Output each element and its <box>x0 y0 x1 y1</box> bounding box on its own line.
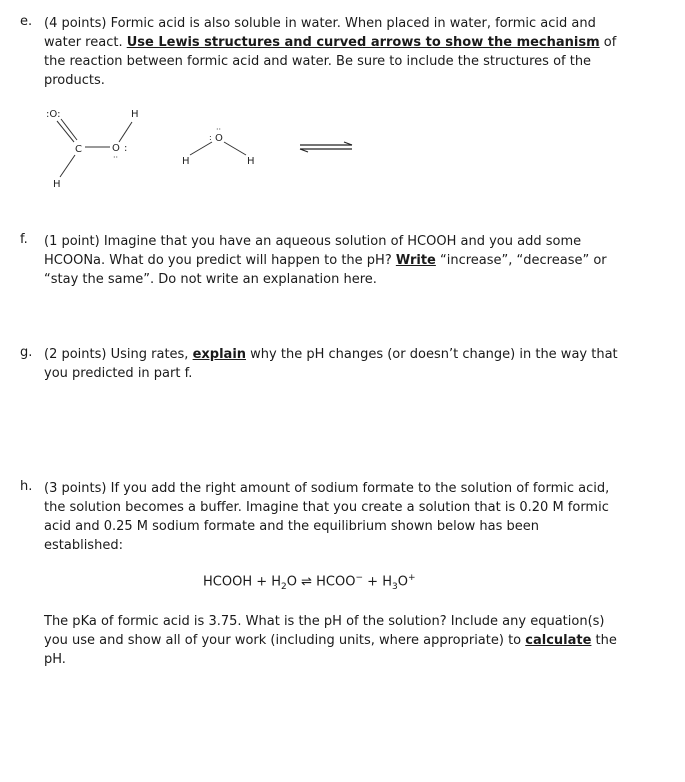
eq-sup-plus: + <box>407 573 416 583</box>
eq-part-c: + H <box>363 574 392 590</box>
water-hydrogen-right-label: H <box>247 156 255 167</box>
question-h-text: (3 points) If you add the right amount of sodium formate to the solution of formic acid, the solution becomes a buffer. Imagine that you create a solution that is 0.20 M formic acid and 0.25 M sodium formate and the equilibrium shown below has been established: <box>44 481 610 553</box>
question-e-text <box>44 14 620 90</box>
question-g <box>20 345 620 383</box>
eq-sub-2: 2 <box>281 581 287 592</box>
c-h-bond <box>60 155 75 177</box>
question-e-post: of the reaction between formic acid and water. Be sure to include the structures of the products. <box>44 35 617 88</box>
hydroxyl-oxygen-label: O <box>112 143 120 154</box>
question-f-text <box>44 232 620 289</box>
equilibrium-equation <box>203 573 415 592</box>
question-h <box>20 479 620 555</box>
question-h-part2-post: the pH. <box>44 633 617 667</box>
question-f <box>20 232 620 289</box>
eq-part-d: O <box>397 574 408 590</box>
question-g-post: why the pH changes (or doesn’t change) in the way that you predicted in part f. <box>44 347 618 381</box>
question-e-emphasis: Use Lewis structures and curved arrows to show the mechanism <box>126 35 600 50</box>
question-f-post: “increase”, “decrease” or “stay the same”. Do not write an explanation here. <box>44 253 607 287</box>
question-f-emphasis: Write <box>395 253 436 268</box>
question-g-text <box>44 345 620 383</box>
water-oxygen-label: O <box>215 133 223 144</box>
carbon-label: C <box>75 144 82 155</box>
eq-part-b: O ⇌ HCOO <box>286 574 356 590</box>
carbonyl-oxygen-label: :O: <box>46 109 61 120</box>
water-oxygen-lone-pair-top: ·· <box>216 125 222 134</box>
molecule-diagram <box>40 100 370 195</box>
question-f-pre: (1 point) Imagine that you have an aqueous solution of HCOOH and you add some HCOONa. What do you predict will happen to the pH? <box>44 234 582 268</box>
question-h-part2-pre: The pKa of formic acid is 3.75. What is the pH of the solution? Include any equation(s) you use and show all of your work (including units, where appropriate) to <box>44 614 605 648</box>
water-oh-bond-right <box>224 142 246 155</box>
hydroxyl-hydrogen-label: H <box>131 109 139 120</box>
eq-sub-3: 3 <box>391 581 398 592</box>
question-h-part2-emphasis: calculate <box>525 633 592 648</box>
hydroxyl-oxygen-lone-pairs: : <box>124 143 128 154</box>
eq-part-a: HCOOH + H <box>203 574 282 590</box>
question-e-pre: (4 points) Formic acid is also soluble in water. When placed in water, formic acid and water react. <box>44 16 596 50</box>
water-oh-bond-left <box>190 142 212 155</box>
question-h-part2-text <box>44 612 620 669</box>
question-e-label: e. <box>20 14 33 29</box>
question-e <box>20 14 620 90</box>
question-g-label: g. <box>20 345 33 360</box>
question-g-pre: (2 points) Using rates, <box>44 347 193 362</box>
hydroxyl-oxygen-lone-pair-bottom: ·· <box>113 153 119 162</box>
question-f-label: f. <box>20 232 28 247</box>
question-h-label: h. <box>20 479 33 494</box>
o-h-bond <box>119 122 132 142</box>
question-h-part2 <box>20 612 620 669</box>
question-g-emphasis: explain <box>192 347 247 362</box>
carbon-hydrogen-label: H <box>53 179 61 190</box>
water-oxygen-lone-pair-left: : <box>209 133 212 142</box>
eq-sup-minus: − <box>355 573 364 583</box>
water-hydrogen-left-label: H <box>182 156 190 167</box>
